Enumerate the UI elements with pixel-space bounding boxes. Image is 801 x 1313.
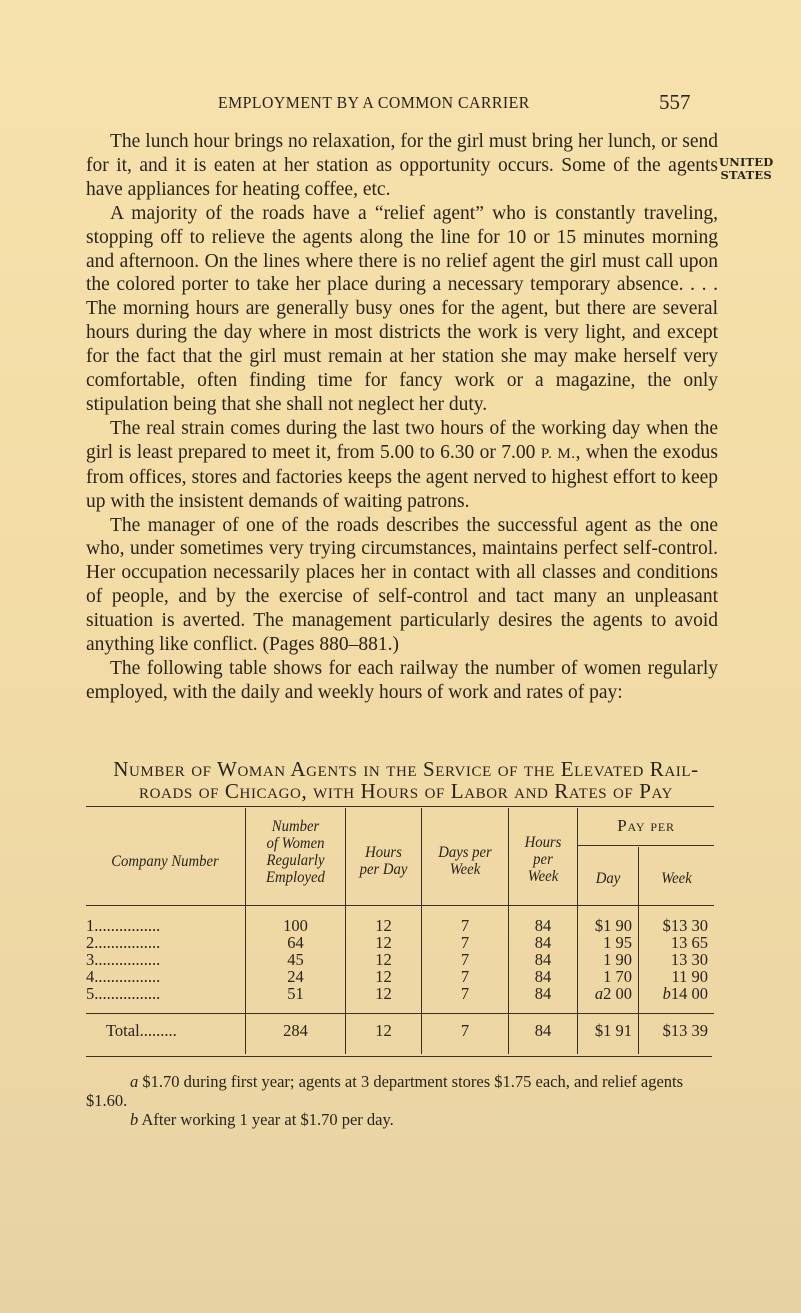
- page-number: 557: [659, 90, 691, 114]
- footnote-ref-b: b: [662, 984, 671, 1003]
- cell-hours-week: 84: [534, 916, 552, 935]
- cell-hours-week: 84: [534, 950, 552, 969]
- paragraph-real-strain: [86, 417, 718, 514]
- header-pay-day: Day: [595, 870, 621, 887]
- running-head: [0, 90, 801, 123]
- cell-total-pay-day: $1 91: [594, 1021, 632, 1040]
- header-pay-week: Week: [661, 870, 692, 887]
- cell-days-week: 7: [460, 967, 470, 986]
- table-top-rule: [86, 806, 714, 807]
- margin-note-line-1: UNITED: [719, 155, 774, 169]
- header-bottom-rule: [86, 905, 714, 906]
- cell-pay-week: b14 00: [662, 984, 708, 1003]
- header-hours-per-week: [512, 834, 575, 885]
- cell-company: 1................: [86, 916, 161, 935]
- cell-hours-day: 12: [375, 933, 392, 952]
- header-women-line-1: Number: [271, 818, 320, 835]
- paragraph-relief-agent: A majority of the roads have a “relief agent” who is constantly traveling, stopping off to relieve the agents along the line for 10 or 15 minutes morning and afternoon. On the lines where there is no relief agent the girl must call upon the colored porter to take her place during a necessary temporary absence. . . . The morning hours are generally busy ones for the agent, but there are several hours during the day where in most districts the work is very light, and except for the fact that the girl must remain at her station she may make herself very comfortable, often finding time for fancy work or a magazine, the only stipulation being that she shall not neglect her duty.: [86, 202, 718, 415]
- header-pay-per: Pay per: [617, 816, 675, 835]
- header-women-line-3: Regularly: [266, 852, 325, 869]
- cell-company: 2................: [86, 933, 161, 952]
- cell-hours-day: 12: [375, 950, 392, 969]
- cell-women: 64: [287, 933, 304, 952]
- cell-hours-day: 12: [375, 984, 392, 1003]
- footnote-b-text: After working 1 year at $1.70 per day.: [138, 1110, 394, 1129]
- footnote-b: [86, 1110, 718, 1129]
- cell-company: 3................: [86, 950, 161, 969]
- footnote-b-mark: b: [130, 1110, 139, 1129]
- footnotes: [86, 1072, 718, 1129]
- cell-company: 5................: [86, 984, 161, 1003]
- cell-days-week: 7: [460, 933, 470, 952]
- header-women-line-2: of Women: [266, 835, 325, 852]
- cell-total-pay-week: $13 39: [662, 1021, 708, 1040]
- cell-total-hours-week: 84: [534, 1021, 552, 1040]
- cell-pay-day: $1 90: [594, 916, 632, 935]
- header-hours-week-line-1: Hours: [524, 834, 562, 851]
- cell-total-hours-day: 12: [375, 1021, 392, 1040]
- table-title: [86, 758, 726, 802]
- body-text: [86, 130, 718, 705]
- cell-women: 51: [287, 984, 304, 1003]
- cell-pay-week: 13 65: [670, 933, 708, 952]
- header-days-per-week: [425, 844, 504, 878]
- paragraph-real-strain-end: , when the exodus from offices, stores and factories keeps the agent nerved to highest effort to keep up with the insistent demands of waiting patrons.: [86, 441, 718, 512]
- pay-per-rule: [578, 845, 714, 846]
- cell-days-week: 7: [460, 984, 470, 1003]
- table-bottom-rule: [86, 1056, 712, 1057]
- cell-pay-week: 13 30: [670, 950, 708, 969]
- cell-pay-day: a2 00: [594, 984, 632, 1003]
- header-hours-day-line-2: per Day: [359, 861, 408, 878]
- cell-total-label: Total.........: [106, 1021, 177, 1040]
- paragraph-lunch-hour: The lunch hour brings no relaxation, for the girl must bring her lunch, or send for it, and it is eaten at her station as opportunity occurs. Some of the agents have appliances for heating coffee, etc.: [86, 131, 718, 200]
- cell-women: 45: [287, 950, 304, 969]
- footnote-a: [86, 1072, 718, 1110]
- margin-note-line-2: STATES: [720, 168, 772, 182]
- header-women-line-4: Employed: [266, 869, 325, 886]
- cell-days-week: 7: [460, 950, 470, 969]
- time-pm: P. M.: [540, 444, 576, 462]
- footnote-ref-a: a: [594, 984, 604, 1003]
- footnote-a-text: $1.70 during first year; agents at 3 department stores $1.75 each, and relief agents $1.60.: [86, 1072, 684, 1110]
- paragraph-table-intro: The following table shows for each railway the number of women regularly employed, with the daily and weekly hours of work and rates of pay:: [86, 657, 718, 703]
- cell-pay-day: 1 70: [603, 967, 632, 986]
- header-hours-per-day: [349, 844, 418, 878]
- header-hours-week-line-3: Week: [527, 868, 559, 885]
- cell-days-week: 7: [460, 916, 470, 935]
- paragraph-manager: The manager of one of the roads describes the successful agent as the one who, under sometimes very trying circumstances, maintains perfect self-control. Her occupation necessarily places her in contact with all classes and conditions of people, and by the exercise of self-control and tact many an unpleasant situation is averted. The management particularly desires the agents to avoid anything like conflict. (Pages 880–881.): [86, 514, 718, 656]
- table-title-line-1: Number of Woman Agents in the Service of the Elevated Rail-: [113, 757, 699, 781]
- header-company-number: Company Number: [111, 853, 219, 870]
- cell-hours-day: 12: [375, 967, 392, 986]
- cell-hours-week: 84: [534, 967, 552, 986]
- header-hours-week-line-2: per: [533, 851, 553, 868]
- cell-women: 100: [283, 916, 308, 935]
- header-hours-day-line-1: Hours: [365, 844, 402, 861]
- cell-pay-week: 11 90: [671, 967, 708, 986]
- cell-pay-week: $13 30: [662, 916, 708, 935]
- table-title-line-2: roads of Chicago, with Hours of Labor and Rates of Pay: [139, 779, 673, 803]
- cell-hours-week: 84: [534, 933, 552, 952]
- footnote-a-mark: a: [130, 1072, 139, 1091]
- cell-pay-day: 1 90: [603, 950, 632, 969]
- cell-pay-day: 1 95: [603, 933, 632, 952]
- header-women-employed: [250, 818, 341, 886]
- cell-hours-week: 84: [534, 984, 552, 1003]
- header-days-week-line-2: Week: [449, 861, 481, 878]
- header-days-week-line-1: Days per: [438, 844, 492, 861]
- margin-note: [719, 156, 773, 182]
- total-top-rule: [86, 1013, 714, 1014]
- running-title: EMPLOYMENT BY A COMMON CARRIER: [218, 93, 530, 112]
- cell-women: 24: [287, 967, 304, 986]
- paragraph-real-strain-start: The real strain comes during the last two hours of the working day when the girl is least prepared to meet it, from 5.00 to 6.30 or 7.00: [86, 417, 718, 463]
- cell-total-days-week: 7: [460, 1021, 470, 1040]
- cell-company: 4................: [86, 967, 161, 986]
- cell-hours-day: 12: [375, 916, 392, 935]
- cell-total-women: 284: [283, 1021, 308, 1040]
